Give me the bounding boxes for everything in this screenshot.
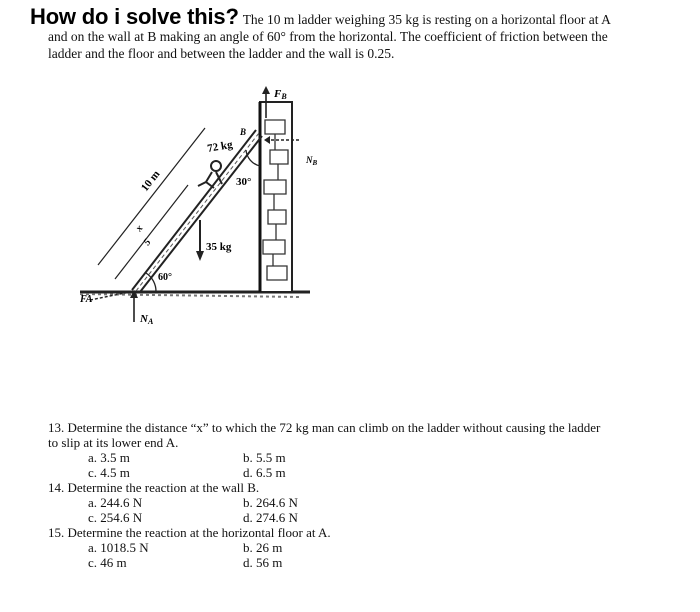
- question-15-stem: 15. Determine the reaction at the horizontal floor at A.: [48, 525, 331, 540]
- label-weight: 35 kg: [206, 241, 232, 253]
- ladder-diagram-svg: [60, 80, 380, 340]
- brick-wall: [260, 102, 292, 292]
- question-14-options: [48, 495, 688, 525]
- question-13-stem-line-2: to slip at its lower end A.: [48, 435, 179, 450]
- question-15-option-d[interactable]: d. 56 m: [243, 555, 283, 570]
- question-13-stem-line-1: 13. Determine the distance “x” to which the 72 kg man can climb on the ladder without causing the ladder: [48, 420, 601, 435]
- ladder: [132, 130, 262, 292]
- label-na: NA: [140, 313, 154, 326]
- climbing-man-icon: [198, 161, 222, 188]
- floor-hatching: [80, 294, 300, 297]
- label-angle-top: 30°: [236, 176, 252, 188]
- label-length: 10 m: [138, 168, 163, 194]
- problem-line-1: The 10 m ladder weighing 35 kg is resting on a horizontal floor at A: [242, 12, 611, 27]
- label-five: 5: [141, 237, 154, 248]
- question-title: How do i solve this?: [30, 4, 239, 29]
- question-15-option-a[interactable]: a. 1018.5 N: [88, 540, 149, 555]
- label-nb: $N_B$: [306, 155, 318, 167]
- question-14-option-a[interactable]: a. 244.6 N: [88, 495, 143, 510]
- question-15-option-c[interactable]: c. 46 m: [88, 555, 127, 570]
- question-13-option-b[interactable]: b. 5.5 m: [243, 450, 286, 465]
- problem-statement: [30, 4, 690, 62]
- question-14-stem: 14. Determine the reaction at the wall B.: [48, 480, 260, 495]
- label-x: x: [133, 223, 146, 234]
- question-14-option-d[interactable]: d. 274.6 N: [243, 510, 298, 525]
- length-dimension: [98, 128, 205, 279]
- label-man-mass: 72 kg: [206, 138, 234, 155]
- question-15-option-b[interactable]: b. 26 m: [243, 540, 283, 555]
- question-15: [48, 525, 688, 570]
- problem-line-2: and on the wall at B making an angle of 60° from the horizontal. The coefficient of friction between the: [48, 29, 608, 44]
- question-14: [48, 480, 688, 525]
- label-fa: FA: [80, 294, 93, 305]
- weight-arrow: [196, 220, 204, 261]
- question-14-option-c[interactable]: c. 254.6 N: [88, 510, 143, 525]
- problem-line-3: ladder and the floor and between the ladder and the wall is 0.25.: [48, 46, 395, 61]
- question-13-options: [48, 450, 688, 480]
- question-14-option-b[interactable]: b. 264.6 N: [243, 495, 298, 510]
- question-13-option-a[interactable]: a. 3.5 m: [88, 450, 130, 465]
- label-angle-bottom: 60°: [158, 272, 172, 283]
- question-15-options: [48, 540, 688, 570]
- ladder-diagram: [60, 80, 380, 340]
- question-13-option-c[interactable]: c. 4.5 m: [88, 465, 130, 480]
- questions-list: [48, 420, 688, 570]
- label-point-b: B: [240, 127, 247, 137]
- label-fb: FB: [274, 88, 287, 101]
- question-13: [48, 420, 688, 480]
- question-13-option-d[interactable]: d. 6.5 m: [243, 465, 286, 480]
